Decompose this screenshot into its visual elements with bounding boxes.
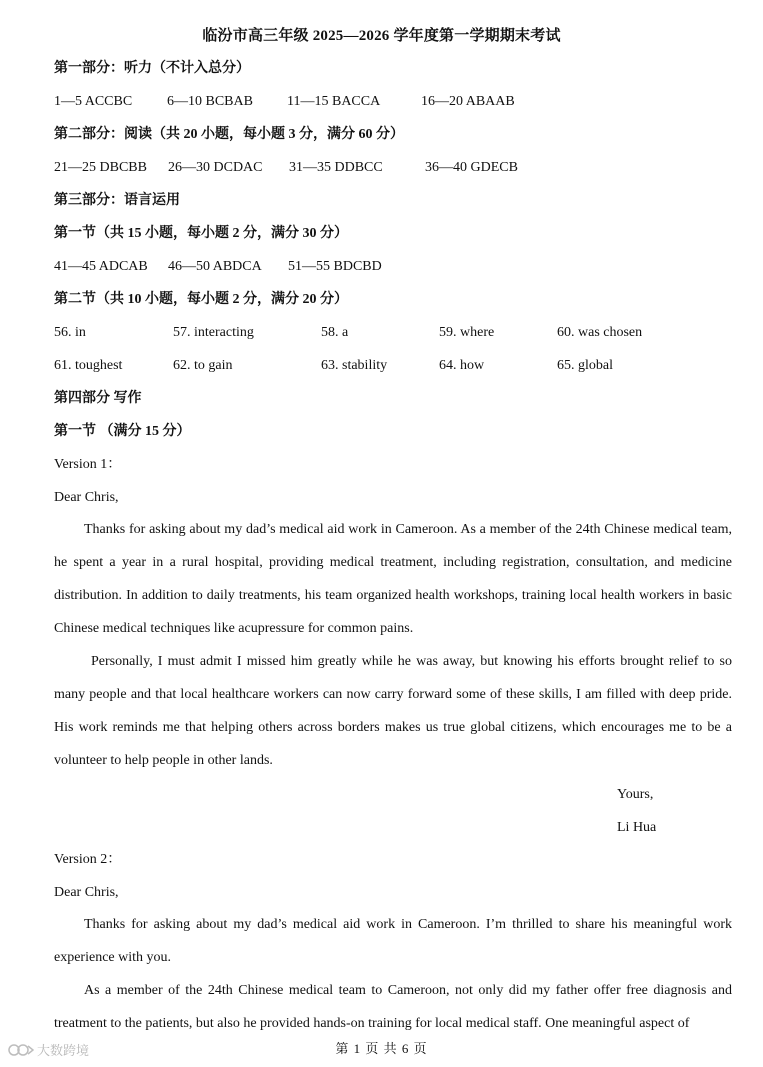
version1-label: Version 1： (54, 457, 122, 472)
part2-answer: 31—35 DDBCC (289, 160, 383, 175)
fill-answer: 61. toughest (54, 358, 123, 373)
part3-heading: 第三部分：语言运用 (54, 193, 180, 208)
version2-greeting: Dear Chris, (54, 885, 119, 900)
part1-answer: 11—15 BACCA (287, 94, 381, 109)
part2-heading: 第二部分：阅读（共 20 小题，每小题 3 分，满分 60 分） (54, 127, 404, 142)
part3-section1-heading: 第一节（共 15 小题，每小题 2 分，满分 30 分） (54, 226, 348, 241)
version1-paragraph: Thanks for asking about my dad’s medical aid work in Cameroon. As a member of the 24th Chinese medical team, he spent a year in a rural hospital, providing medical treatment, including registration, consultation, and medicine distribution. In addition to daily treatments, his team organized health workshops, training local health workers in basic Chinese medical techniques like acupressure for common pains. (54, 522, 732, 636)
version1-greeting: Dear Chris, (54, 490, 119, 505)
fill-answer: 56. in (54, 325, 86, 340)
part1-answer: 6—10 BCBAB (167, 94, 253, 109)
page-title: 临汾市高三年级 2025—2026 学年度第一学期期末考试 (202, 28, 561, 44)
fill-answer: 63. stability (321, 358, 388, 373)
part2-answer: 36—40 GDECB (425, 160, 518, 175)
part4-section1-heading: 第一节 （满分 15 分） (54, 424, 191, 439)
fill-answer: 65. global (557, 358, 613, 373)
part3-section2-heading: 第二节（共 10 小题，每小题 2 分，满分 20 分） (54, 292, 348, 307)
fill-answer: 62. to gain (173, 358, 233, 373)
part2-answer: 26—30 DCDAC (168, 160, 263, 175)
fill-answer: 59. where (439, 325, 495, 340)
version1-signature: Li Hua (617, 820, 657, 835)
part1-heading: 第一部分：听力（不计入总分） (54, 61, 250, 76)
page-footer: 第 1 页 共 6 页 (335, 1041, 428, 1056)
fill-answer: 60. was chosen (557, 325, 643, 340)
part4-heading: 第四部分 写作 (54, 391, 142, 406)
part1-answer: 16—20 ABAAB (421, 94, 515, 109)
version2-paragraph: As a member of the 24th Chinese medical team to Cameroon, not only did my father offer free diagnosis and treatment to the patients, but also he provided hands-on training for local medical staff. One meaningful aspect of (54, 983, 732, 1031)
version1-closing: Yours, (617, 787, 654, 802)
part3-section1-answer: 46—50 ABDCA (168, 259, 262, 274)
fill-answer: 57. interacting (173, 325, 254, 340)
part3-section1-answer: 51—55 BDCBD (288, 259, 382, 274)
fill-answer: 58. a (321, 325, 349, 340)
version1-paragraph: Personally, I must admit I missed him greatly while he was away, but knowing his efforts brought relief to so many people and that local healthcare workers can now carry forward some of these skills, I am filled with deep pride. His work reminds me that helping others across borders makes us true global citizens, which encourages me to be a volunteer to help people in other lands. (54, 654, 732, 768)
fill-answer: 64. how (439, 358, 485, 373)
watermark-text: 大数跨境 (37, 1044, 90, 1059)
part3-section1-answer: 41—45 ADCAB (54, 259, 148, 274)
part2-answer: 21—25 DBCBB (54, 160, 147, 175)
version2-label: Version 2： (54, 852, 122, 867)
part1-answer: 1—5 ACCBC (54, 94, 133, 109)
version2-paragraph: Thanks for asking about my dad’s medical aid work in Cameroon. I’m thrilled to share his meaningful work experience with you. (54, 917, 732, 965)
